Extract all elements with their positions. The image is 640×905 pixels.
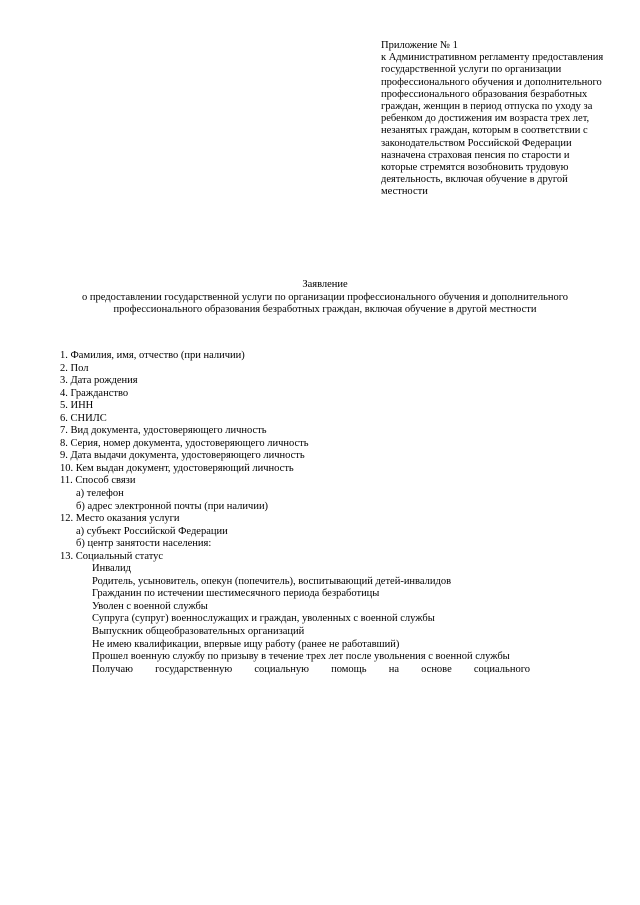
field-id-number: 8. Серия, номер документа, удостоверяющего личность — [60, 437, 309, 449]
field-id-issue-date: 9. Дата выдачи документа, удостоверяющего личность — [60, 450, 305, 462]
status-item-social-help: Получаю государственную социальную помощь на основе социального — [92, 663, 530, 675]
field-inn: 5. ИНН — [60, 400, 94, 412]
statement-title: Заявление — [302, 279, 348, 290]
field-snils: 6. СНИЛС — [60, 412, 107, 424]
status-item: Гражданин по истечении шестимесячного периода безработицы — [92, 588, 380, 600]
field-service-place: 12. Место оказания услуги — [60, 513, 180, 525]
field-contact-method: 11. Способ связи — [60, 475, 136, 487]
field-full-name: 1. Фамилия, имя, отчество (при наличии) — [60, 350, 245, 361]
appendix-body: к Административном регламенту предоставления государственной услуги по организации профессионального обучения и дополнительного профессионального образования безработных граждан, женщин в период отпуска по уходу за ребенком до достижения им возраста трех лет, незанятых граждан, которым в соответствии с законодательством Российской Федерации назначена страховая пенсия по старости и которые стремятся возобновить трудовую деятельность, включая обучение в другой местности — [381, 52, 604, 198]
status-item: Супруга (супруг) военнослужащих и граждан, уволенных с военной службы — [92, 613, 435, 625]
status-item: Выпускник общеобразовательных организаций — [92, 626, 305, 638]
status-item: Родитель, усыновитель, опекун (попечитель), воспитывающий детей-инвалидов — [92, 575, 452, 587]
statement-heading — [60, 279, 590, 317]
field-contact-phone: а) телефон — [76, 488, 124, 500]
application-fields — [60, 350, 530, 676]
field-service-center: б) центр занятости населения: — [76, 538, 212, 550]
appendix-note — [381, 40, 606, 199]
field-social-status: 13. Социальный статус — [60, 550, 164, 562]
status-item-military: Прошел военную службу по призыву в течение трех лет после увольнения с военной службы — [92, 651, 510, 663]
statement-subtitle: о предоставлении государственной услуги по организации профессионального обучения и дополнительного профессионального образования безработных граждан, включая обучение в другой местности — [81, 291, 569, 316]
field-birth-date: 3. Дата рождения — [60, 375, 138, 387]
status-item: Инвалид — [92, 563, 131, 575]
field-service-subject: а) субъект Российской Федерации — [76, 525, 228, 537]
field-id-issuer: 10. Кем выдан документ, удостоверяющий личность — [60, 462, 294, 474]
status-item: Не имею квалификации, впервые ищу работу (ранее не работавший) — [92, 638, 400, 650]
appendix-title: Приложение № 1 — [381, 40, 458, 51]
field-gender: 2. Пол — [60, 362, 89, 374]
field-id-type: 7. Вид документа, удостоверяющего личность — [60, 425, 267, 437]
field-citizenship: 4. Гражданство — [60, 387, 129, 399]
status-item: Уволен с военной службы — [92, 600, 208, 612]
field-contact-email: б) адрес электронной почты (при наличии) — [76, 500, 269, 512]
